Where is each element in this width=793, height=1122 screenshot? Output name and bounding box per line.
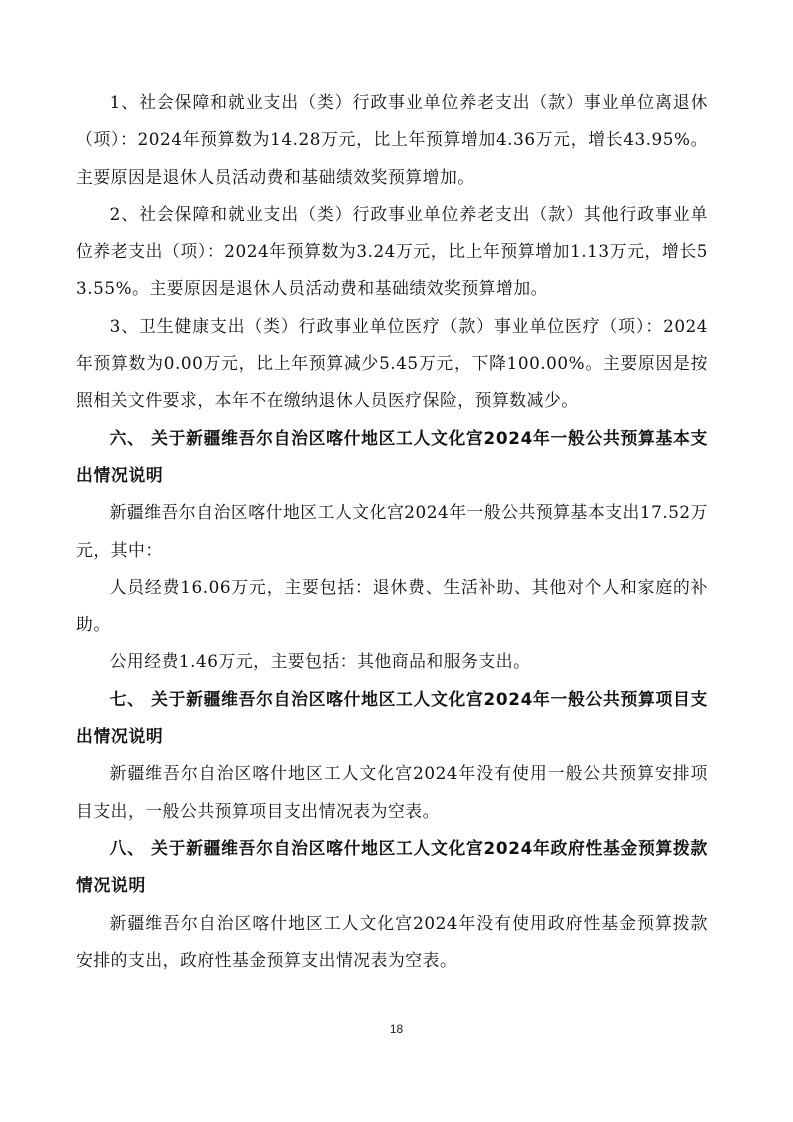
paragraph-other-pension: 2、社会保障和就业支出（类）行政事业单位养老支出（款）其他行政事业单位养老支出（项）：2024年预算数为3.24万元，比上年预算增加1.13万元，增长53.55%。主要原因是退休人员活动费和基础绩效奖预算增加。 — [76, 203, 708, 299]
paragraph-personnel-expenses: 人员经费16.06万元，主要包括：退休费、生活补助、其他对个人和家庭的补助。 — [76, 576, 708, 635]
paragraph-basic-expenditure: 新疆维吾尔自治区喀什地区工人文化宫2024年一般公共预算基本支出17.52万元，其中： — [76, 502, 708, 560]
paragraph-health-medical: 3、卫生健康支出（类）行政事业单位医疗（款）事业单位医疗（项）：2024年预算数为0.00万元，比上年预算减少5.45万元，下降100.00%。主要原因是按照相关文件要求，本年不在缴纳退休人员医疗保险，预算数减少。 — [76, 315, 708, 411]
paragraph-project-expenditure: 新疆维吾尔自治区喀什地区工人文化宫2024年没有使用一般公共预算安排项目支出，一般公共预算项目支出情况表为空表。 — [76, 763, 708, 821]
document-body — [76, 84, 708, 979]
section-heading-7: 七、 关于新疆维吾尔自治区喀什地区工人文化宫2024年一般公共预算项目支出情况说明 — [76, 688, 708, 747]
paragraph-government-fund: 新疆维吾尔自治区喀什地区工人文化宫2024年没有使用政府性基金预算拨款安排的支出，政府性基金预算支出情况表为空表。 — [76, 912, 708, 970]
section-heading-8: 八、 关于新疆维吾尔自治区喀什地区工人文化宫2024年政府性基金预算拨款情况说明 — [76, 837, 708, 896]
paragraph-social-security-retirement: 1、社会保障和就业支出（类）行政事业单位养老支出（款）事业单位离退休（项）：2024年预算数为14.28万元，比上年预算增加4.36万元，增长43.95%。主要原因是退休人员活动费和基础绩效奖预算增加。 — [76, 92, 708, 187]
paragraph-public-expenses: 公用经费1.46万元，主要包括：其他商品和服务支出。 — [109, 651, 531, 672]
section-heading-6: 六、 关于新疆维吾尔自治区喀什地区工人文化宫2024年一般公共预算基本支出情况说明 — [76, 427, 708, 485]
page-number: 18 — [389, 1022, 404, 1036]
